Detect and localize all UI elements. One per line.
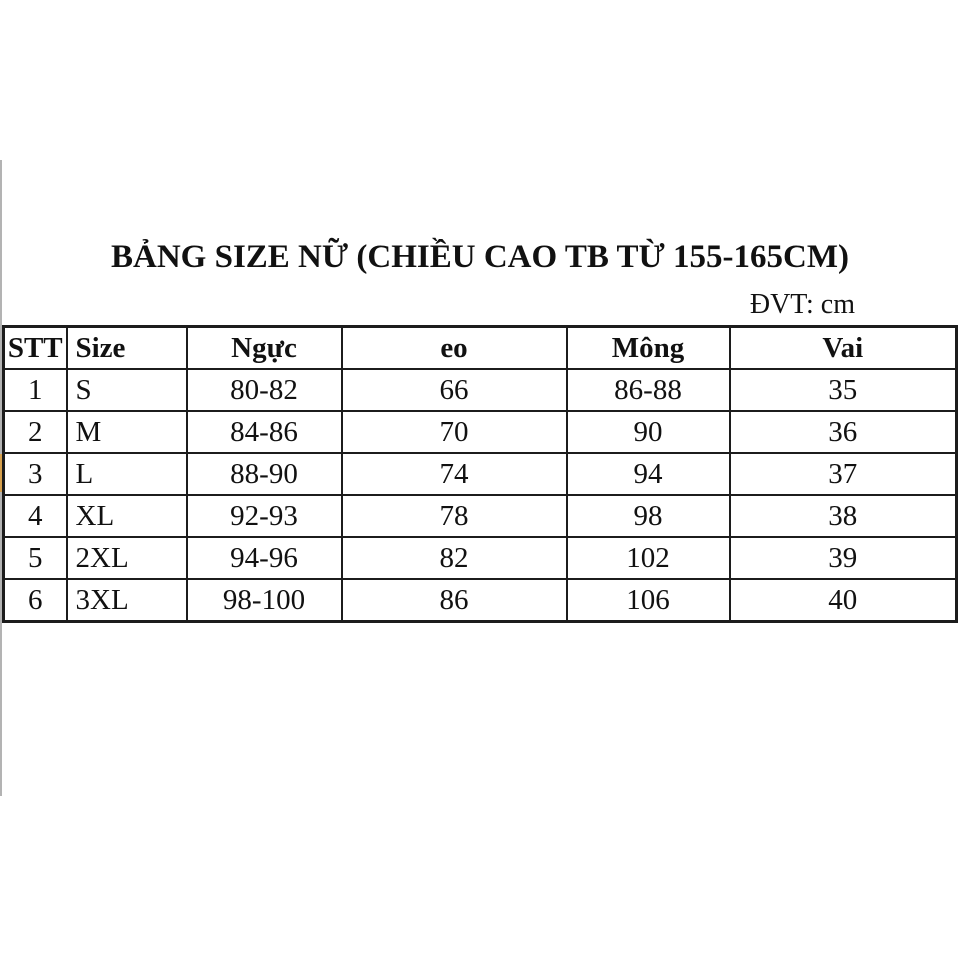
header-row <box>4 327 957 370</box>
table-cell: 80-82 <box>187 369 342 411</box>
table-cell: 90 <box>567 411 730 453</box>
table-cell: 74 <box>342 453 567 495</box>
column-header-nguc: Ngực <box>187 327 342 370</box>
table-row <box>4 537 957 579</box>
table-cell: 66 <box>342 369 567 411</box>
table-row <box>4 453 957 495</box>
column-header-size: Size <box>67 327 187 370</box>
table-cell: 39 <box>730 537 957 579</box>
column-header-stt: STT <box>4 327 67 370</box>
table-cell: 3XL <box>67 579 187 622</box>
table-cell: 38 <box>730 495 957 537</box>
table-cell: 5 <box>4 537 67 579</box>
table-cell: 4 <box>4 495 67 537</box>
table-cell: 106 <box>567 579 730 622</box>
table-cell: 40 <box>730 579 957 622</box>
size-table-body <box>4 369 957 622</box>
table-cell: 78 <box>342 495 567 537</box>
unit-label: ĐVT: cm <box>749 289 855 320</box>
table-row <box>4 369 957 411</box>
table-cell: 2 <box>4 411 67 453</box>
table-cell: 70 <box>342 411 567 453</box>
table-cell: 3 <box>4 453 67 495</box>
table-cell: S <box>67 369 187 411</box>
table-cell: XL <box>67 495 187 537</box>
table-row <box>4 495 957 537</box>
table-cell: 98-100 <box>187 579 342 622</box>
column-header-mong: Mông <box>567 327 730 370</box>
table-cell: 84-86 <box>187 411 342 453</box>
table-cell: 102 <box>567 537 730 579</box>
table-cell: 35 <box>730 369 957 411</box>
table-cell: M <box>67 411 187 453</box>
table-cell: 94-96 <box>187 537 342 579</box>
table-cell: 1 <box>4 369 67 411</box>
table-cell: L <box>67 453 187 495</box>
table-cell: 94 <box>567 453 730 495</box>
table-cell: 2XL <box>67 537 187 579</box>
table-cell: 98 <box>567 495 730 537</box>
column-header-vai: Vai <box>730 327 957 370</box>
table-cell: 88-90 <box>187 453 342 495</box>
column-header-eo: eo <box>342 327 567 370</box>
table-row <box>4 579 957 622</box>
size-table <box>2 325 958 623</box>
table-cell: 82 <box>342 537 567 579</box>
table-row <box>4 411 957 453</box>
table-cell: 86-88 <box>567 369 730 411</box>
table-cell: 86 <box>342 579 567 622</box>
table-cell: 36 <box>730 411 957 453</box>
size-chart-title: BẢNG SIZE NỮ (CHIỀU CAO TB TỪ 155-165CM) <box>111 239 849 275</box>
table-cell: 37 <box>730 453 957 495</box>
table-cell: 92-93 <box>187 495 342 537</box>
table-cell: 6 <box>4 579 67 622</box>
